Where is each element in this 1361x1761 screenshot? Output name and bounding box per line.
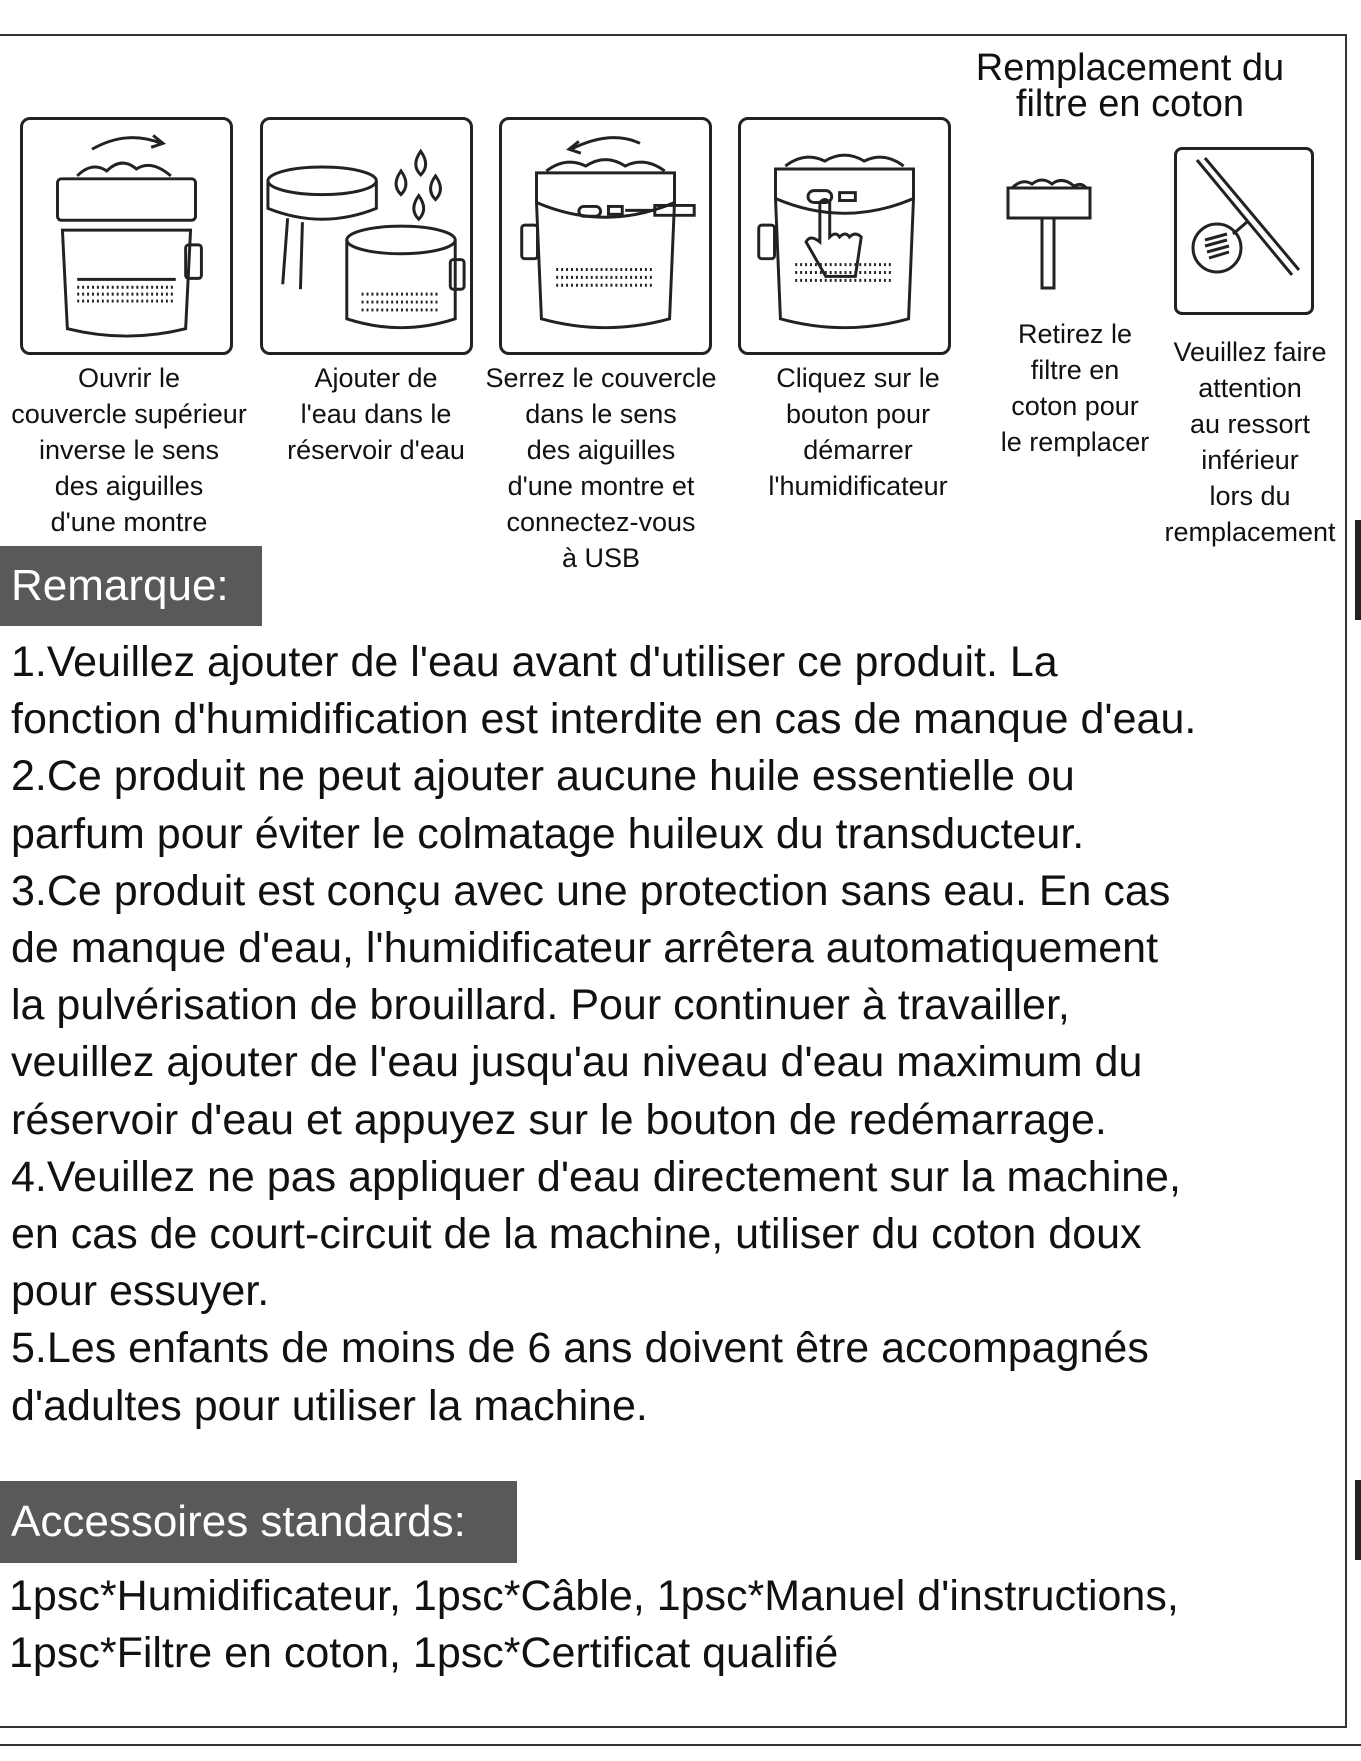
step-caption: Serrez le couvercle dans le sens des aiguilles d'une montre et connectez-vous à USB <box>485 363 717 573</box>
accessories-heading: Accessoires standards: <box>0 1481 517 1563</box>
remark-line: 5.Les enfants de moins de 6 ans doivent être accompagnés <box>11 1324 1149 1373</box>
cotton-filter-illustration <box>1004 176 1094 292</box>
remark-line: pour essuyer. <box>11 1267 270 1316</box>
remark-line: la pulvérisation de brouillard. Pour continuer à travailler, <box>11 981 1070 1030</box>
remark-line: 1.Veuillez ajouter de l'eau avant d'utiliser ce produit. La <box>11 638 1058 686</box>
remark-line: veuillez ajouter de l'eau jusqu'au niveau d'eau maximum du <box>11 1038 1143 1087</box>
remark-line: en cas de court-circuit de la machine, utiliser du coton doux <box>11 1210 1142 1259</box>
step-caption: Ouvrir le couvercle supérieur inverse le sens des aiguilles d'une montre <box>11 363 247 537</box>
add-water-illustration <box>260 117 473 355</box>
remark-line: fonction d'humidification est interdite en cas de manque d'eau. <box>11 695 1197 744</box>
step-caption: Ajouter de l'eau dans le réservoir d'eau <box>287 363 465 465</box>
bottom-rule <box>0 1744 1361 1746</box>
remark-line: d'adultes pour utiliser la machine. <box>11 1381 648 1430</box>
close-lid-usb-illustration <box>499 117 712 355</box>
remark-line: de manque d'eau, l'humidificateur arrêtera automatiquement <box>11 924 1159 973</box>
remark-line: 4.Veuillez ne pas appliquer d'eau directement sur la machine, <box>11 1152 1181 1201</box>
step-caption: Veuillez faire attention au ressort inférieur lors du remplacement <box>1164 337 1336 547</box>
remark-line: réservoir d'eau et appuyez sur le bouton de redémarrage. <box>11 1095 1107 1144</box>
step-caption: Cliquez sur le bouton pour démarrer l'humidificateur <box>768 363 948 501</box>
accessories-line: 1psc*Humidificateur, 1psc*Câble, 1psc*Manuel d'instructions, <box>9 1572 1179 1620</box>
accessories-line: 1psc*Filtre en coton, 1psc*Certificat qualifié <box>9 1629 839 1677</box>
remark-line: 3.Ce produit est conçu avec une protection sans eau. En cas <box>11 866 1171 915</box>
filter-replacement-title: Remplacement du filtre en coton <box>975 47 1285 125</box>
open-lid-illustration <box>20 117 233 355</box>
remark-line: parfum pour éviter le colmatage huileux du transducteur. <box>11 809 1085 858</box>
edge-mark <box>1355 1480 1361 1560</box>
edge-mark <box>1355 520 1361 620</box>
press-button-illustration <box>738 117 951 355</box>
step-caption: Retirez le filtre en coton pour le remplacer <box>1000 319 1150 457</box>
spring-illustration <box>1174 147 1314 315</box>
remark-text <box>11 634 1341 1435</box>
accessories-text <box>9 1568 1339 1682</box>
remark-line: 2.Ce produit ne peut ajouter aucune huile essentielle ou <box>11 752 1075 801</box>
remark-heading: Remarque: <box>0 546 262 626</box>
